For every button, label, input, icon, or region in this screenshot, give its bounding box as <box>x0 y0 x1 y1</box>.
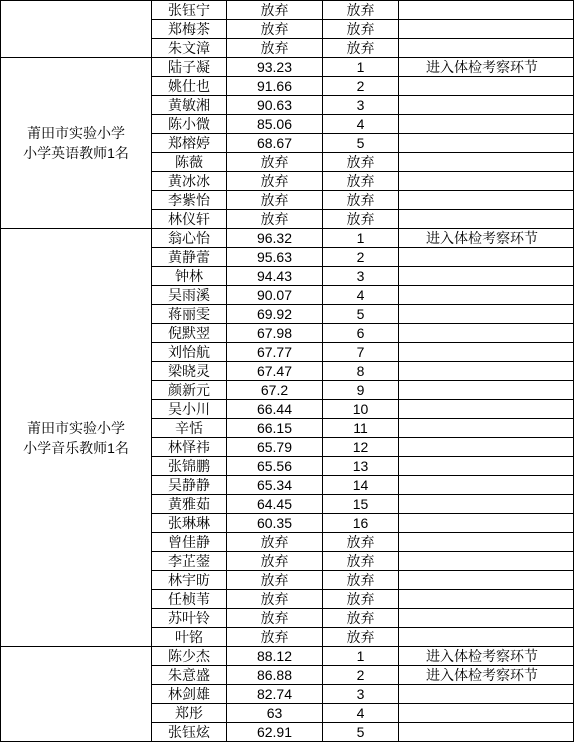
rank-cell: 放弃 <box>323 39 399 58</box>
score-cell: 90.63 <box>227 96 323 115</box>
candidate-name-cell: 林仪轩 <box>152 210 227 229</box>
rank-cell: 9 <box>323 381 399 400</box>
score-cell: 64.45 <box>227 495 323 514</box>
score-cell: 91.66 <box>227 77 323 96</box>
remark-cell <box>399 400 574 419</box>
score-cell: 67.47 <box>227 362 323 381</box>
candidate-name-cell: 梁晓灵 <box>152 362 227 381</box>
score-cell: 60.35 <box>227 514 323 533</box>
score-cell: 放弃 <box>227 191 323 210</box>
rank-cell: 4 <box>323 286 399 305</box>
remark-cell <box>399 476 574 495</box>
remark-cell <box>399 533 574 552</box>
rank-cell: 4 <box>323 704 399 723</box>
candidate-name-cell: 蒋丽雯 <box>152 305 227 324</box>
candidate-name-cell: 辛恬 <box>152 419 227 438</box>
score-cell: 69.92 <box>227 305 323 324</box>
candidate-name-cell: 林剑雄 <box>152 685 227 704</box>
rank-cell: 2 <box>323 666 399 685</box>
rank-cell: 14 <box>323 476 399 495</box>
position-cell <box>1 229 152 647</box>
remark-cell <box>399 20 574 39</box>
remark-cell <box>399 343 574 362</box>
remark-cell <box>399 286 574 305</box>
results-table-body <box>1 1 574 742</box>
candidate-name-cell: 陈小微 <box>152 115 227 134</box>
remark-cell <box>399 362 574 381</box>
rank-cell: 2 <box>323 77 399 96</box>
position-cell <box>1 58 152 229</box>
remark-cell <box>399 514 574 533</box>
rank-cell: 1 <box>323 647 399 666</box>
rank-cell: 放弃 <box>323 1 399 20</box>
score-cell: 63 <box>227 704 323 723</box>
candidate-name-cell: 陆子凝 <box>152 58 227 77</box>
score-cell: 88.12 <box>227 647 323 666</box>
position-title-line: 莆田市实验小学 <box>27 125 125 141</box>
score-cell: 放弃 <box>227 609 323 628</box>
score-cell: 85.06 <box>227 115 323 134</box>
rank-cell: 11 <box>323 419 399 438</box>
candidate-name-cell: 陈少杰 <box>152 647 227 666</box>
rank-cell: 2 <box>323 248 399 267</box>
rank-cell: 4 <box>323 115 399 134</box>
rank-cell: 16 <box>323 514 399 533</box>
remark-cell <box>399 96 574 115</box>
remark-cell <box>399 571 574 590</box>
candidate-name-cell: 刘怡航 <box>152 343 227 362</box>
remark-cell: 进入体检考察环节 <box>399 666 574 685</box>
candidate-name-cell: 黄敏湘 <box>152 96 227 115</box>
rank-cell: 15 <box>323 495 399 514</box>
candidate-name-cell: 倪默翌 <box>152 324 227 343</box>
rank-cell: 3 <box>323 685 399 704</box>
candidate-name-cell: 黄冰冰 <box>152 172 227 191</box>
remark-cell <box>399 1 574 20</box>
remark-cell <box>399 723 574 742</box>
score-cell: 放弃 <box>227 210 323 229</box>
remark-cell: 进入体检考察环节 <box>399 229 574 248</box>
candidate-name-cell: 任桢苇 <box>152 590 227 609</box>
remark-cell <box>399 628 574 647</box>
rank-cell: 10 <box>323 400 399 419</box>
rank-cell: 放弃 <box>323 153 399 172</box>
candidate-name-cell: 朱文漳 <box>152 39 227 58</box>
score-cell: 68.67 <box>227 134 323 153</box>
candidate-name-cell: 叶铭 <box>152 628 227 647</box>
rank-cell: 放弃 <box>323 628 399 647</box>
remark-cell <box>399 419 574 438</box>
score-cell: 放弃 <box>227 1 323 20</box>
candidate-name-cell: 黄雅茹 <box>152 495 227 514</box>
remark-cell <box>399 552 574 571</box>
rank-cell: 6 <box>323 324 399 343</box>
remark-cell <box>399 134 574 153</box>
score-cell: 94.43 <box>227 267 323 286</box>
position-cell <box>1 647 152 742</box>
position-title-line: 小学音乐教师1名 <box>23 439 129 456</box>
rank-cell: 放弃 <box>323 533 399 552</box>
candidate-name-cell: 郑彤 <box>152 704 227 723</box>
candidate-name-cell: 吴静静 <box>152 476 227 495</box>
candidate-name-cell: 张钰炫 <box>152 723 227 742</box>
score-cell: 放弃 <box>227 571 323 590</box>
score-cell: 放弃 <box>227 628 323 647</box>
score-cell: 66.15 <box>227 419 323 438</box>
remark-cell <box>399 495 574 514</box>
rank-cell: 7 <box>323 343 399 362</box>
candidate-name-cell: 林怿祎 <box>152 438 227 457</box>
remark-cell <box>399 210 574 229</box>
remark-cell <box>399 609 574 628</box>
score-cell: 62.91 <box>227 723 323 742</box>
table-row <box>1 1 574 20</box>
rank-cell: 放弃 <box>323 571 399 590</box>
score-cell: 放弃 <box>227 20 323 39</box>
table-row <box>1 58 574 77</box>
candidate-name-cell: 李紫怡 <box>152 191 227 210</box>
score-cell: 放弃 <box>227 172 323 191</box>
score-cell: 67.77 <box>227 343 323 362</box>
score-cell: 放弃 <box>227 153 323 172</box>
position-cell <box>1 1 152 58</box>
score-cell: 放弃 <box>227 39 323 58</box>
position-title-line: 小学英语教师1名 <box>23 145 129 161</box>
candidate-name-cell: 姚仕也 <box>152 77 227 96</box>
candidate-name-cell: 陈薇 <box>152 153 227 172</box>
remark-cell: 进入体检考察环节 <box>399 647 574 666</box>
rank-cell: 3 <box>323 267 399 286</box>
candidate-name-cell: 郑梅茶 <box>152 20 227 39</box>
candidate-name-cell: 郑榕婷 <box>152 134 227 153</box>
score-cell: 放弃 <box>227 552 323 571</box>
score-cell: 65.34 <box>227 476 323 495</box>
rank-cell: 放弃 <box>323 172 399 191</box>
candidate-name-cell: 颜新元 <box>152 381 227 400</box>
remark-cell <box>399 438 574 457</box>
candidate-name-cell: 张钰宁 <box>152 1 227 20</box>
rank-cell: 5 <box>323 134 399 153</box>
remark-cell <box>399 305 574 324</box>
score-cell: 93.23 <box>227 58 323 77</box>
table-row <box>1 229 574 248</box>
remark-cell <box>399 39 574 58</box>
rank-cell: 放弃 <box>323 590 399 609</box>
candidate-name-cell: 黄静蕾 <box>152 248 227 267</box>
remark-cell <box>399 457 574 476</box>
remark-cell: 进入体检考察环节 <box>399 58 574 77</box>
score-cell: 95.63 <box>227 248 323 267</box>
candidate-name-cell: 张琳琳 <box>152 514 227 533</box>
score-cell: 放弃 <box>227 590 323 609</box>
remark-cell <box>399 324 574 343</box>
score-cell: 65.56 <box>227 457 323 476</box>
score-cell: 67.98 <box>227 324 323 343</box>
rank-cell: 5 <box>323 723 399 742</box>
remark-cell <box>399 77 574 96</box>
rank-cell: 放弃 <box>323 20 399 39</box>
remark-cell <box>399 191 574 210</box>
rank-cell: 8 <box>323 362 399 381</box>
remark-cell <box>399 172 574 191</box>
remark-cell <box>399 590 574 609</box>
candidate-name-cell: 苏叶铃 <box>152 609 227 628</box>
rank-cell: 1 <box>323 229 399 248</box>
rank-cell: 1 <box>323 58 399 77</box>
table-row <box>1 647 574 666</box>
rank-cell: 放弃 <box>323 552 399 571</box>
remark-cell <box>399 704 574 723</box>
score-cell: 90.07 <box>227 286 323 305</box>
candidate-name-cell: 吴小川 <box>152 400 227 419</box>
score-cell: 96.32 <box>227 229 323 248</box>
position-title-line: 莆田市实验小学 <box>27 419 125 436</box>
candidate-name-cell: 林宇昉 <box>152 571 227 590</box>
candidate-name-cell: 吴雨溪 <box>152 286 227 305</box>
rank-cell: 放弃 <box>323 210 399 229</box>
rank-cell: 放弃 <box>323 609 399 628</box>
rank-cell: 5 <box>323 305 399 324</box>
candidate-name-cell: 翁心怡 <box>152 229 227 248</box>
score-cell: 82.74 <box>227 685 323 704</box>
rank-cell: 放弃 <box>323 191 399 210</box>
score-cell: 66.44 <box>227 400 323 419</box>
score-cell: 65.79 <box>227 438 323 457</box>
remark-cell <box>399 248 574 267</box>
candidate-name-cell: 张锦鹏 <box>152 457 227 476</box>
score-cell: 放弃 <box>227 533 323 552</box>
rank-cell: 12 <box>323 438 399 457</box>
candidate-name-cell: 李芷蓥 <box>152 552 227 571</box>
candidate-name-cell: 钟林 <box>152 267 227 286</box>
score-cell: 67.2 <box>227 381 323 400</box>
candidate-name-cell: 曾佳静 <box>152 533 227 552</box>
candidate-name-cell: 朱意盛 <box>152 666 227 685</box>
remark-cell <box>399 115 574 134</box>
rank-cell: 3 <box>323 96 399 115</box>
remark-cell <box>399 267 574 286</box>
remark-cell <box>399 153 574 172</box>
remark-cell <box>399 381 574 400</box>
rank-cell: 13 <box>323 457 399 476</box>
score-cell: 86.88 <box>227 666 323 685</box>
remark-cell <box>399 685 574 704</box>
